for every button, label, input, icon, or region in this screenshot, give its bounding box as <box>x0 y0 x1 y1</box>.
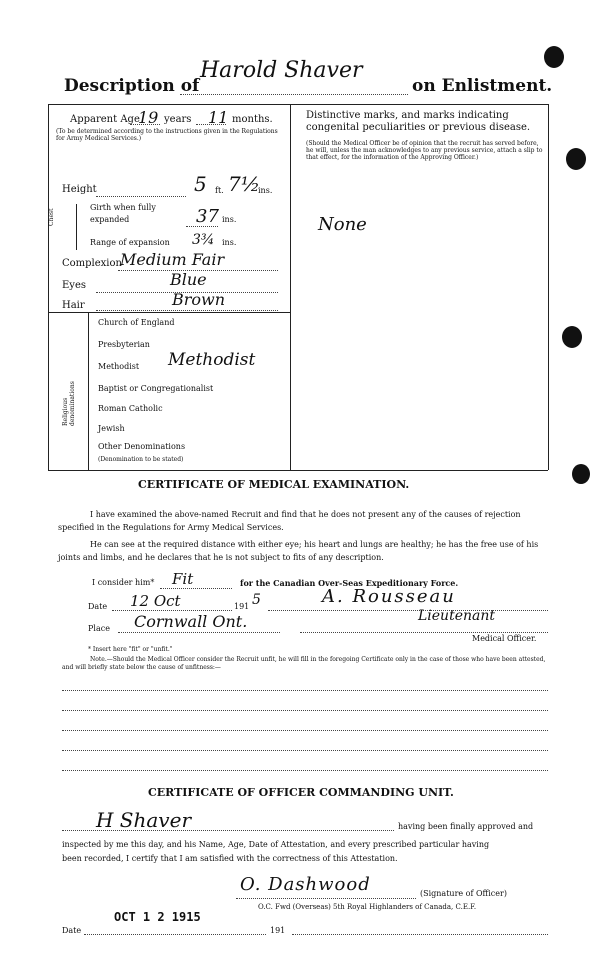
girth-value: 37 <box>196 206 219 227</box>
medical-para2: He can see at the required distance with either eye; his heart and lungs are healthy; he has the free use of his joints and limbs, and he declares that he is not subject to fits of any description. <box>58 540 539 562</box>
box-right-line <box>548 104 549 470</box>
cause-line-5 <box>62 770 548 771</box>
medical-footnote: * Insert here "fit" or "unfit." <box>88 646 173 653</box>
girth-unit: ins. <box>222 215 237 224</box>
medical-date-value: 12 Oct <box>130 592 181 610</box>
place-value: Cornwall Ont. <box>134 612 248 631</box>
religion-item-5: Jewish <box>98 424 125 433</box>
eyes-label: Eyes <box>62 280 86 291</box>
place-label: Place <box>88 624 110 633</box>
medical-para1: I have examined the above-named Recruit and find that he does not present any of the causes of rejection specified in the Regulations for Army Medical Services. <box>58 510 521 532</box>
medical-signature-title: Lieutenant <box>418 608 495 624</box>
religion-side-label: Religious denominations <box>62 381 76 426</box>
age-months: 11 <box>208 108 229 127</box>
medical-note: Note.—Should the Medical Officer consider the Recruit unfit, he will fill in the foregoing Certificate only in the case of those who have been attested, and will briefly state below the cause of unfitness:— <box>62 656 546 671</box>
title-left: Description of <box>64 76 200 96</box>
height-feet: 5 <box>194 172 207 196</box>
height-label: Height <box>62 184 97 195</box>
commanding-signature: O. Dashwood <box>240 874 371 895</box>
height-ft-label: ft. <box>215 186 224 195</box>
years-label: years <box>164 114 192 125</box>
religion-top-line <box>48 312 290 313</box>
religion-item-3: Baptist or Congregationalist <box>98 384 214 393</box>
box-mid-line <box>290 104 291 470</box>
commanding-line1-tail: having been finally approved and <box>398 822 534 831</box>
consider-pre: I consider him* <box>92 578 155 587</box>
box-top-line <box>48 104 548 105</box>
box-left-line <box>48 104 49 470</box>
religion-selected: Methodist <box>168 350 256 370</box>
religion-item-1: Presbyterian <box>98 340 150 349</box>
range-label: Range of expansion <box>90 238 170 247</box>
title-right: on Enlistment. <box>412 76 553 96</box>
range-value: 3¾ <box>192 232 215 248</box>
cause-line-3 <box>62 730 548 731</box>
religion-other-note: (Denomination to be stated) <box>98 456 184 463</box>
marks-heading: Distinctive marks, and marks indicating congenital peculiarities or previous disease. <box>306 110 531 133</box>
commanding-heading: CERTIFICATE OF OFFICER COMMANDING UNIT. <box>148 786 454 799</box>
punch-hole-upper <box>566 148 586 170</box>
fit-value: Fit <box>172 570 194 588</box>
commanding-year-prefix: 191 <box>270 926 286 935</box>
religion-item-0: Church of England <box>98 318 175 327</box>
hair-value: Brown <box>172 290 226 309</box>
recruit-name: Harold Shaver <box>200 58 363 83</box>
cause-line-1 <box>62 690 548 691</box>
medical-signature: A. Rousseau <box>322 586 456 607</box>
chest-label: Chest <box>48 208 55 226</box>
age-years: 19 <box>138 108 159 127</box>
months-label: months. <box>232 114 273 125</box>
complexion-value: Medium Fair <box>120 250 225 269</box>
hair-label: Hair <box>62 300 85 311</box>
religion-item-2: Methodist <box>98 362 140 371</box>
medical-date-label: Date <box>88 602 108 611</box>
consider-post: for the Canadian Over-Seas Expeditionary Force. <box>240 578 459 588</box>
religion-item-4: Roman Catholic <box>98 404 163 413</box>
commanding-line3: been recorded, I certify that I am satisfied with the correctness of this Attestation. <box>62 854 398 863</box>
commanding-stamp-date: OCT 1 2 1915 <box>114 910 201 924</box>
medical-year-prefix: 191 <box>234 602 250 611</box>
cause-line-2 <box>62 710 548 711</box>
marks-value: None <box>318 214 367 235</box>
commanding-date-label: Date <box>62 926 82 935</box>
eyes-value: Blue <box>170 270 207 289</box>
box-bottom-line <box>48 470 548 471</box>
punch-hole-lower <box>572 464 590 484</box>
medical-officer-label: Medical Officer. <box>472 634 537 643</box>
height-in-label: ins. <box>258 186 273 195</box>
range-unit: ins. <box>222 238 237 247</box>
commanding-name-value: H Shaver <box>96 808 191 832</box>
complexion-label: Complexion <box>62 258 122 269</box>
commanding-sig-label: (Signature of Officer) <box>420 889 507 898</box>
commanding-unit: O.C. Fwd (Overseas) 5th Royal Highlanders of Canada, C.E.F. <box>258 903 477 911</box>
chest-brace <box>76 204 77 250</box>
medical-heading: CERTIFICATE OF MEDICAL EXAMINATION. <box>138 478 410 491</box>
age-note: (To be determined according to the instructions given in the Regulations for Army Medical Services.) <box>56 128 278 142</box>
medical-year-value: 5 <box>252 592 261 608</box>
marks-note: (Should the Medical Officer be of opinion that the recruit has served before, he will, unless the man acknowledges to any previous service, attach a slip to that effect, for the information of the Approving Officer.) <box>306 140 543 161</box>
height-inches: 7½ <box>228 172 261 196</box>
religion-side-line <box>88 312 89 470</box>
punch-hole-middle <box>562 326 582 348</box>
girth-label: Girth when fully expanded <box>90 203 156 224</box>
age-label: Apparent Age <box>70 114 140 125</box>
cause-line-4 <box>62 750 548 751</box>
form-title <box>0 0 600 110</box>
commanding-line2: inspected by me this day, and his Name, Age, Date of Attestation, and every prescribed particular having <box>62 840 490 849</box>
religion-item-6: Other Denominations <box>98 442 186 451</box>
